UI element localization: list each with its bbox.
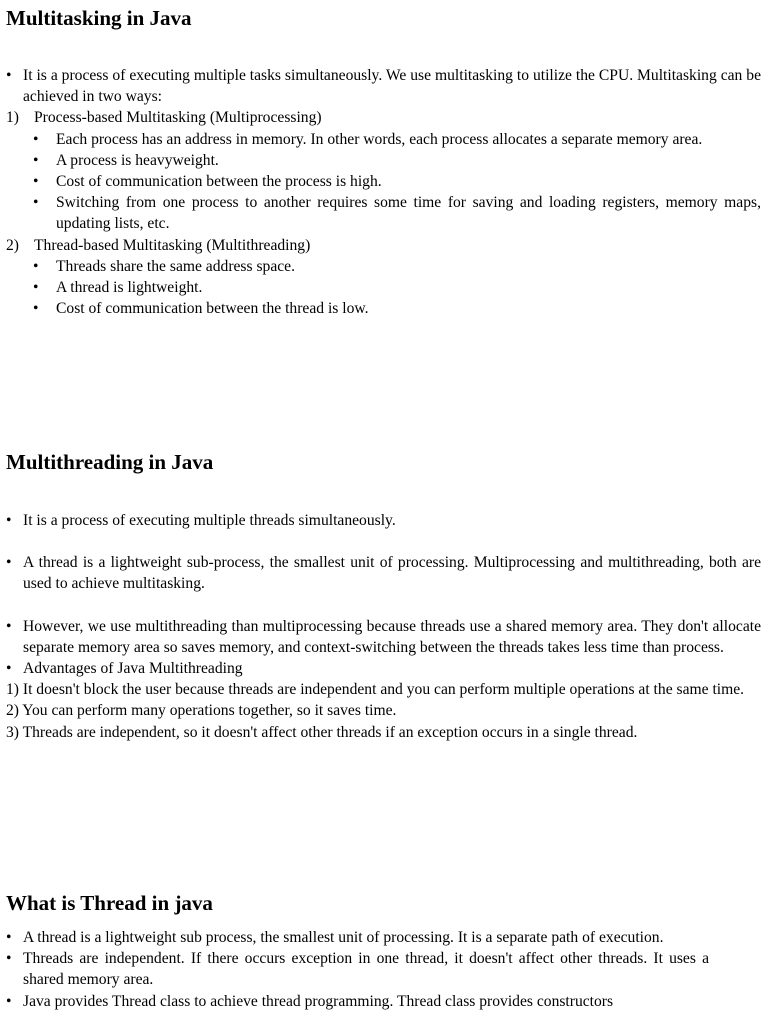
- list-item: 2) Thread-based Multitasking (Multithreading): [6, 235, 761, 256]
- advantage-item: 3) Threads are independent, so it doesn't affect other threads if an exception occurs in a single thread.: [6, 723, 638, 741]
- list-number: 1): [6, 109, 19, 127]
- list-item: • Advantages of Java Multithreading: [6, 658, 761, 679]
- advantage-item: 2) You can perform many operations together, so it saves time.: [6, 702, 397, 720]
- section-heading-thread: What is Thread in java: [6, 891, 213, 915]
- bullet-icon: •: [6, 67, 12, 84]
- section-heading-multitasking: Multitasking in Java: [6, 6, 192, 30]
- bullet-icon: •: [6, 554, 12, 572]
- list-item: • Switching from one process to another requires some time for saving and loading registers, memory maps, updating lists, etc.: [33, 194, 761, 233]
- bullet-icon: •: [33, 257, 39, 275]
- multitasking-list: [6, 65, 761, 319]
- spacer: [6, 531, 761, 552]
- bullet-icon: •: [6, 512, 12, 529]
- list-item: 1) Process-based Multitasking (Multiprocessing): [6, 107, 761, 128]
- list-item: • Threads share the same address space.: [6, 256, 761, 277]
- bullet-icon: •: [33, 130, 39, 148]
- list-item: • Each process has an address in memory. In other words, each process allocates a separate memory area.: [6, 129, 761, 150]
- multithreading-list: [6, 510, 761, 743]
- bullet-icon: •: [6, 660, 12, 678]
- list-item: • Cost of communication between the thread is low.: [6, 298, 761, 319]
- thread-list: [6, 927, 761, 1012]
- list-item: • A thread is a lightweight sub process, the smallest unit of processing. It is a separate path of execution.: [6, 927, 761, 948]
- list-item: • Java provides Thread class to achieve thread programming. Thread class provides constructors: [6, 991, 761, 1012]
- list-item: • A process is heavyweight.: [6, 150, 761, 171]
- list-item: • A thread is lightweight.: [6, 277, 761, 298]
- bullet-icon: •: [6, 617, 12, 635]
- bullet-icon: •: [33, 194, 39, 212]
- bullet-icon: •: [33, 173, 39, 191]
- bullet-icon: •: [6, 992, 12, 1010]
- list-item: • It is a process of executing multiple tasks simultaneously. We use multitasking to utilize the CPU. Multitasking can be achieved in two ways:: [6, 67, 761, 106]
- list-item: • Threads are independent. If there occurs exception in one thread, it doesn't affect other threads. It uses a shared memory area.: [6, 950, 709, 989]
- list-item: • Cost of communication between the process is high.: [6, 171, 761, 192]
- list-item: • It is a process of executing multiple threads simultaneously.: [6, 510, 761, 531]
- bullet-icon: •: [6, 929, 12, 946]
- list-item: • However, we use multithreading than multiprocessing because threads use a shared memory area. They don't allocate separate memory area so saves memory, and context-switching between the threads takes less time than process.: [6, 617, 761, 656]
- section-heading-multithreading: Multithreading in Java: [6, 450, 214, 474]
- advantage-item: 1) It doesn't block the user because threads are independent and you can perform multiple operations at the same time.: [6, 681, 745, 699]
- bullet-icon: •: [33, 279, 39, 297]
- spacer: [6, 595, 761, 616]
- list-number: 2): [6, 236, 19, 254]
- bullet-icon: •: [33, 151, 39, 169]
- bullet-icon: •: [6, 950, 12, 968]
- list-item: • A thread is a lightweight sub-process, the smallest unit of processing. Multiprocessing and multithreading, both are used to achieve multitasking.: [6, 554, 761, 593]
- bullet-icon: •: [33, 300, 39, 318]
